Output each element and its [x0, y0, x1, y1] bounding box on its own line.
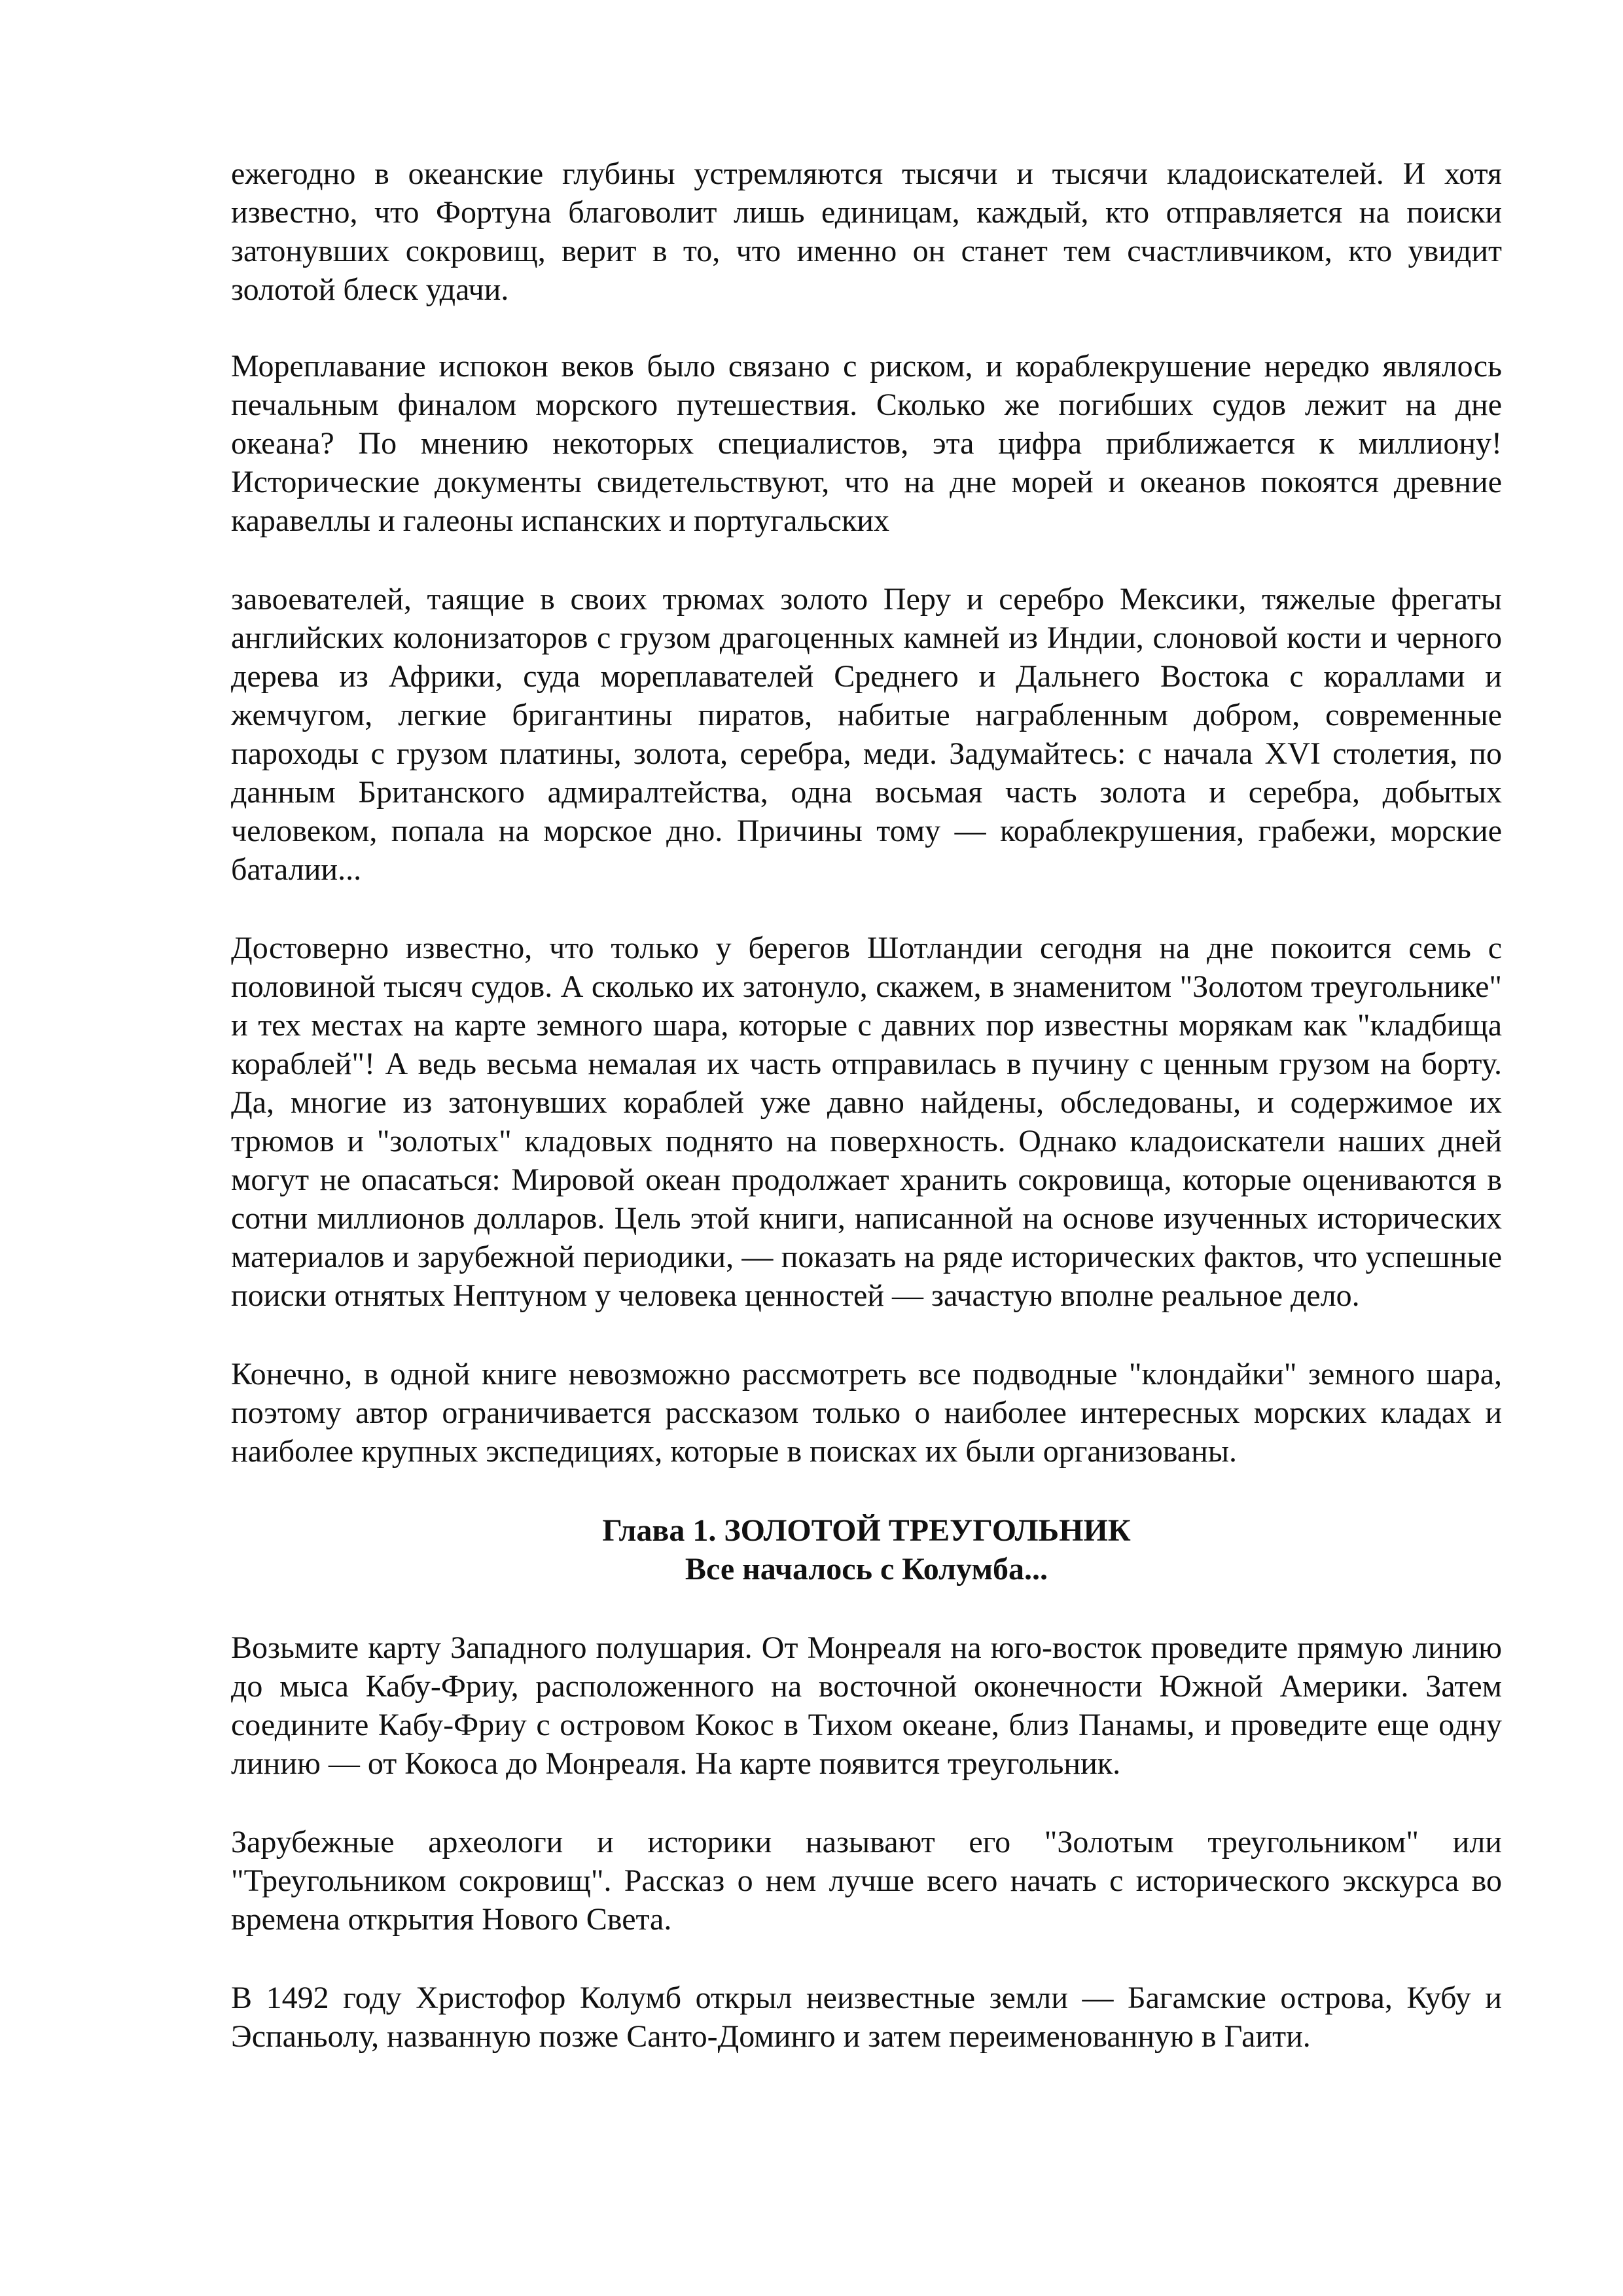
paragraph-map: Возьмите карту Западного полушария. От Монреаля на юго-восток проведите прямую линию до мыса Кабу-Фриу, расположенного на восточной оконечности Южной Америки. Затем соедините Кабу-Фриу с островом Кокос в Тихом океане, близ Панамы, и проведите еще одну линию — от Кокоса до Монреаля. На карте появится треугольник. [231, 1630, 1502, 1781]
paragraph-seafaring-risk: Мореплавание испокон веков было связано с риском, и кораблекрушение нередко являлось печальным финалом морского путешествия. Сколько же погибших судов лежит на дне океана? По мнению некоторых специалистов, эта цифра приближается к миллиону! Исторические документы свидетельствуют, что на дне морей и океанов покоятся древние каравеллы и галеоны испанских и португальских [231, 349, 1502, 538]
paragraph-columbus: В 1492 году Христофор Колумб открыл неизвестные земли — Багамские острова, Кубу и Эспаньолу, названную позже Санто-Доминго и затем переименованную в Гаити. [231, 1981, 1502, 2054]
paragraph-conquerors: завоевателей, таящие в своих трюмах золото Перу и серебро Мексики, тяжелые фрегаты английских колонизаторов с грузом драгоценных камней из Индии, слоновой кости и черного дерева из Африки, суда мореплавателей Среднего и Дальнего Востока с кораллами и жемчугом, легкие бригантины пиратов, набитые награбленным добром, современные пароходы с грузом платины, золота, серебра, меди. Задумайтесь: с начала XVI столетия, по данным Британского адмиралтейства, одна восьмая часть золота и серебра, добытых человеком, попала на морское дно. Причины тому — кораблекрушения, грабежи, морские баталии... [231, 582, 1502, 887]
document-page [231, 154, 1502, 2056]
paragraph-klondikes: Конечно, в одной книге невозможно рассмотреть все подводные "клондайки" земного шара, поэтому автор ограничивается рассказом только о наиболее интересных морских кладах и наиболее крупных экспедициях, которые в поисках их были организованы. [231, 1357, 1502, 1469]
paragraph-scotland: Достоверно известно, что только у берегов Шотландии сегодня на дне покоится семь с половиной тысяч судов. А сколько их затонуло, скажем, в знаменитом "Золотом треугольнике" и тех местах на карте земного шара, которые с давних пор известны морякам как "кладбища кораблей"! А ведь весьма немалая их часть отправилась в пучину с ценным грузом на борту. Да, многие из затонувших кораблей уже давно найдены, обследованы, и содержимое их трюмов и "золотых" кладовых поднято на поверхность. Однако кладоискатели наших дней могут не опасаться: Мировой океан продолжает хранить сокровища, которые оцениваются в сотни миллионов долларов. Цель этой книги, написанной на основе изученных исторических материалов и зарубежной периодики, — показать на ряде исторических фактов, что успешные поиски отнятых Нептуном у человека ценностей — зачастую вполне реальное дело. [231, 931, 1502, 1313]
chapter-heading [231, 1511, 1502, 1588]
chapter-subtitle: Все началось с Колумба... [685, 1552, 1048, 1587]
paragraph-golden-triangle: Зарубежные археологи и историки называют его "Золотым треугольником" или "Треугольником сокровищ". Рассказ о нем лучше всего начать с исторического экскурса во времена открытия Нового Света. [231, 1825, 1502, 1937]
chapter-title: Глава 1. ЗОЛОТОЙ ТРЕУГОЛЬНИК [602, 1513, 1131, 1548]
paragraph-seekers: ежегодно в океанские глубины устремляются тысячи и тысячи кладоискателей. И хотя известно, что Фортуна благоволит лишь единицам, каждый, кто отправляется на поиски затонувших сокровищ, верит в то, что именно он станет тем счастливчиком, кто увидит золотой блеск удачи. [231, 156, 1502, 307]
